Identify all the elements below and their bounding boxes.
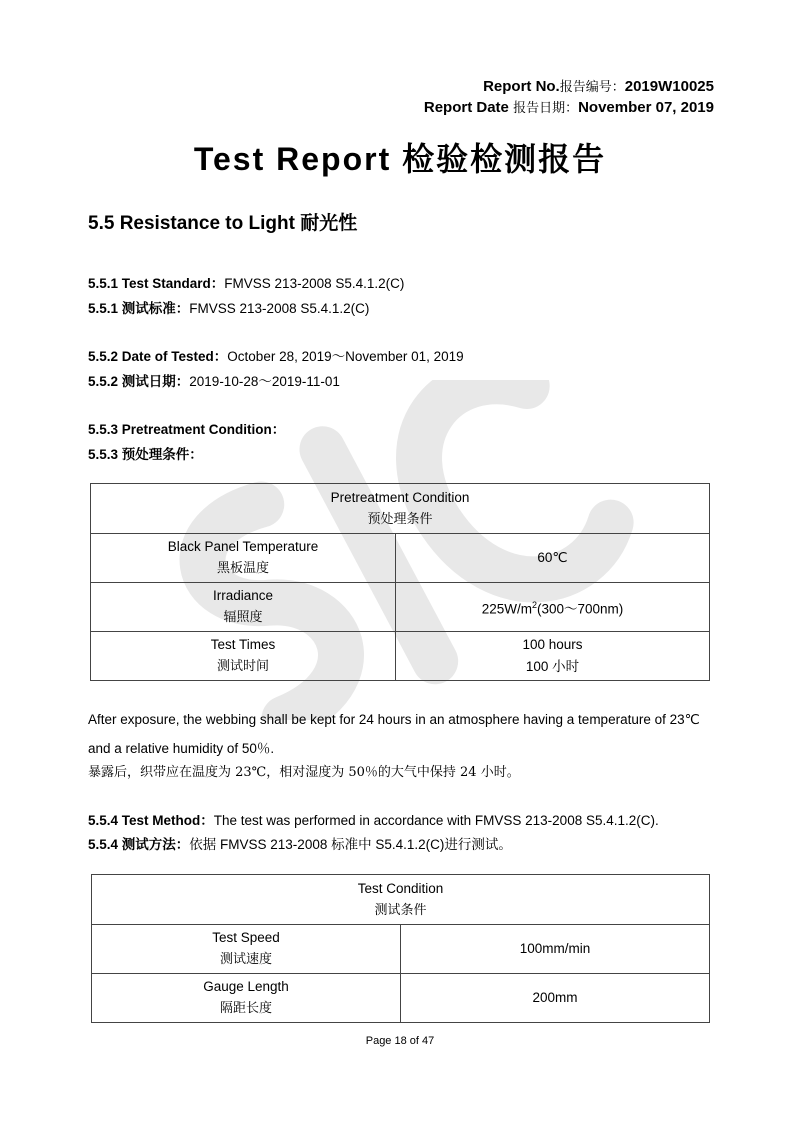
pretreatment-label-en: 5.5.3 Pretreatment Condition： (88, 422, 286, 437)
section-title: 5.5 Resistance to Light 耐光性 (88, 213, 358, 234)
pretreatment-table (90, 483, 710, 681)
pretreatment-label-cn: 5.5.3 预处理条件： (88, 447, 203, 462)
page-number: Page 18 of 47 (365, 1035, 435, 1047)
test-standard-en: 5.5.1 Test Standard：FMVSS 213-2008 S5.4.1.2(C) (88, 276, 405, 291)
table-row: Gauge Length 隔距长度 200mm (92, 974, 710, 1023)
exposure-cn: 暴露后，织带应在温度为 23℃，相对湿度为 50％的大气中保持 24 小时。 (88, 765, 520, 780)
report-date: Report Date 报告日期：November 07, 2019 (423, 99, 714, 116)
table-row: Black Panel Temperature 黑板温度 60℃ (91, 534, 710, 583)
table-row: Test Times 测试时间 100 hours 100 小时 (91, 632, 710, 681)
test-standard-cn: 5.5.1 测试标准：FMVSS 213-2008 S5.4.1.2(C) (88, 301, 370, 316)
table-row: Test Speed 测试速度 100mm/min (92, 925, 710, 974)
exposure-en-2: and a relative humidity of 50％. (88, 741, 275, 756)
test-date-en: 5.5.2 Date of Tested：October 28, 2019～November 01, 2019 (88, 349, 464, 364)
test-method-en: 5.5.4 Test Method：The test was performed in accordance with FMVSS 213-2008 S5.4.1.2(C). (88, 813, 659, 828)
page-title: Test Report 检验检测报告 (193, 141, 607, 177)
exposure-en-1: After exposure, the webbing shall be kept for 24 hours in an atmosphere having a temperature of 23℃ (88, 712, 700, 727)
table-row: Irradiance 辐照度 $225W/m^2(300\sim 700nm)$ (91, 583, 710, 632)
pretreatment-header: Pretreatment Condition 预处理条件 (91, 484, 710, 534)
test-condition-table (91, 874, 710, 1023)
report-number: Report No.报告编号：2019W10025 (483, 78, 714, 95)
test-date-cn: 5.5.2 测试日期：2019-10-28～2019-11-01 (88, 374, 340, 389)
test-condition-header: Test Condition 测试条件 (92, 875, 710, 925)
test-method-cn: 5.5.4 测试方法：依据 FMVSS 213-2008 标准中 S5.4.1.2(C)进行测试。 (88, 837, 512, 852)
